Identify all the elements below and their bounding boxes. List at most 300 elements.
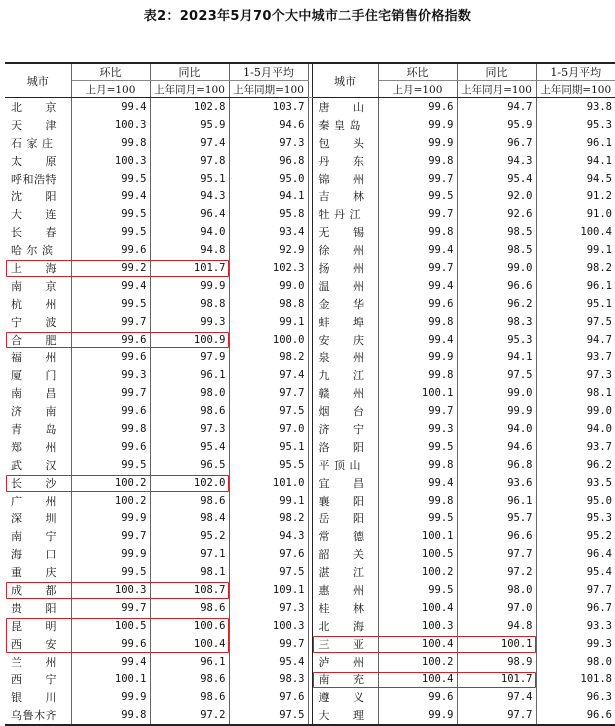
mom-cell: 100.5 xyxy=(378,545,457,563)
city-cell: 郑 州 xyxy=(5,438,71,456)
city-cell: 襄 阳 xyxy=(312,492,378,510)
avg-cell: 96.8 xyxy=(229,152,308,170)
mom-cell: 99.7 xyxy=(71,384,150,402)
mom-cell: 99.8 xyxy=(378,366,457,384)
city-cell: 呼和浩特 xyxy=(5,170,71,188)
avg-header-left: 1-5月平均 xyxy=(229,63,308,81)
city-cell: 南 充 xyxy=(312,671,378,689)
yoy-cell: 98.3 xyxy=(457,313,536,331)
mom-cell: 99.3 xyxy=(71,366,150,384)
mom-cell: 99.8 xyxy=(71,420,150,438)
avg-cell: 97.3 xyxy=(229,599,308,617)
avg-cell: 98.2 xyxy=(229,348,308,366)
city-cell: 银 川 xyxy=(5,688,71,706)
table-row xyxy=(5,366,615,384)
avg-cell: 97.3 xyxy=(586,369,612,382)
yoy-cell: 97.7 xyxy=(457,706,536,725)
yoy-base-left: 上年同月=100 xyxy=(150,81,229,98)
city-cell: 大 连 xyxy=(5,205,71,223)
table-row xyxy=(5,116,615,134)
avg-cell: 92.9 xyxy=(229,241,308,259)
mom-cell: 99.5 xyxy=(378,509,457,527)
yoy-cell: 92.0 xyxy=(457,187,536,205)
yoy-cell: 108.7 xyxy=(150,581,229,599)
yoy-cell: 95.4 xyxy=(150,438,229,456)
city-cell: 宁 波 xyxy=(5,313,71,331)
avg-cell: 100.3 xyxy=(229,617,308,635)
yoy-cell: 100.1 xyxy=(457,635,536,653)
mom-cell: 100.2 xyxy=(71,492,150,510)
avg-cell: 98.3 xyxy=(229,671,308,689)
table-row xyxy=(5,223,615,241)
avg-cell: 98.0 xyxy=(586,655,612,668)
city-cell: 深 圳 xyxy=(5,509,71,527)
price-index-table xyxy=(5,62,615,726)
mom-cell: 99.9 xyxy=(71,509,150,527)
city-cell: 扬 州 xyxy=(312,259,378,277)
city-cell: 上 海 xyxy=(5,259,71,277)
mom-cell: 99.5 xyxy=(378,581,457,599)
mom-cell: 100.4 xyxy=(378,635,457,653)
mom-cell: 99.6 xyxy=(378,98,457,116)
mom-cell: 99.8 xyxy=(378,492,457,510)
avg-cell: 94.1 xyxy=(586,154,612,167)
yoy-cell: 94.8 xyxy=(457,617,536,635)
yoy-cell: 97.7 xyxy=(457,545,536,563)
table-row xyxy=(5,653,615,671)
table-row xyxy=(5,331,615,349)
table-row xyxy=(5,420,615,438)
city-cell: 南 京 xyxy=(5,277,71,295)
table-row xyxy=(5,688,615,706)
city-cell: 青 岛 xyxy=(5,420,71,438)
yoy-cell: 95.9 xyxy=(150,116,229,134)
avg-cell: 93.3 xyxy=(586,619,612,632)
city-cell: 北 京 xyxy=(5,98,71,116)
mom-cell: 99.9 xyxy=(378,706,457,725)
mom-cell: 99.4 xyxy=(378,331,457,349)
mom-cell: 99.3 xyxy=(378,420,457,438)
avg-cell: 96.4 xyxy=(586,548,612,561)
yoy-cell: 96.1 xyxy=(150,366,229,384)
table-row xyxy=(5,241,615,259)
city-cell: 兰 州 xyxy=(5,653,71,671)
yoy-cell: 96.1 xyxy=(150,653,229,671)
avg-cell: 95.1 xyxy=(229,438,308,456)
yoy-cell: 96.7 xyxy=(457,134,536,152)
city-header-right: 城市 xyxy=(312,63,378,98)
yoy-base-right: 上年同月=100 xyxy=(457,81,536,98)
avg-cell: 101.0 xyxy=(229,474,308,492)
city-cell: 南 宁 xyxy=(5,527,71,545)
table-row xyxy=(5,152,615,170)
mom-cell: 99.5 xyxy=(71,170,150,188)
mom-cell: 99.8 xyxy=(378,313,457,331)
avg-cell: 97.5 xyxy=(229,563,308,581)
avg-cell: 95.4 xyxy=(229,653,308,671)
yoy-cell: 95.1 xyxy=(150,170,229,188)
city-cell: 杭 州 xyxy=(5,295,71,313)
table-row xyxy=(5,438,615,456)
yoy-cell: 96.6 xyxy=(457,527,536,545)
yoy-cell: 100.4 xyxy=(150,635,229,653)
yoy-cell: 95.2 xyxy=(150,527,229,545)
mom-cell: 99.6 xyxy=(71,635,150,653)
yoy-cell: 97.2 xyxy=(150,706,229,725)
mom-cell: 99.6 xyxy=(71,241,150,259)
avg-cell: 99.1 xyxy=(229,492,308,510)
table-row xyxy=(5,170,615,188)
mom-cell: 100.4 xyxy=(378,671,457,689)
yoy-header-right: 同比 xyxy=(457,63,536,81)
yoy-cell: 98.5 xyxy=(457,223,536,241)
avg-cell: 96.2 xyxy=(586,458,612,471)
yoy-cell: 95.7 xyxy=(457,509,536,527)
yoy-cell: 97.9 xyxy=(150,348,229,366)
yoy-cell: 99.0 xyxy=(457,259,536,277)
city-cell: 乌鲁木齐 xyxy=(5,706,71,725)
city-cell: 秦 皇 岛 xyxy=(312,116,378,134)
city-cell: 沈 阳 xyxy=(5,187,71,205)
avg-cell: 99.0 xyxy=(229,277,308,295)
yoy-cell: 100.9 xyxy=(150,331,229,349)
yoy-cell: 101.7 xyxy=(150,259,229,277)
city-cell: 桂 林 xyxy=(312,599,378,617)
mom-cell: 99.5 xyxy=(71,205,150,223)
city-cell: 九 江 xyxy=(312,366,378,384)
table-row xyxy=(5,617,615,635)
avg-cell: 93.7 xyxy=(586,351,612,364)
yoy-cell: 98.0 xyxy=(150,384,229,402)
table-row xyxy=(5,545,615,563)
mom-cell: 99.9 xyxy=(71,545,150,563)
avg-cell: 95.2 xyxy=(586,530,612,543)
yoy-cell: 99.3 xyxy=(150,313,229,331)
yoy-cell: 95.9 xyxy=(457,116,536,134)
avg-cell: 95.0 xyxy=(586,494,612,507)
table-row xyxy=(5,599,615,617)
mom-cell: 100.4 xyxy=(378,599,457,617)
yoy-cell: 94.1 xyxy=(457,348,536,366)
city-cell: 蚌 埠 xyxy=(312,313,378,331)
mom-cell: 99.4 xyxy=(71,277,150,295)
avg-cell: 95.0 xyxy=(229,170,308,188)
avg-cell: 93.7 xyxy=(586,440,612,453)
mom-cell: 99.9 xyxy=(378,116,457,134)
yoy-cell: 97.3 xyxy=(150,420,229,438)
city-cell: 唐 山 xyxy=(312,98,378,116)
city-cell: 济 南 xyxy=(5,402,71,420)
yoy-cell: 97.2 xyxy=(457,563,536,581)
table-row xyxy=(5,671,615,689)
city-cell: 三 亚 xyxy=(312,635,378,653)
table-row xyxy=(5,295,615,313)
avg-cell: 93.4 xyxy=(229,223,308,241)
city-cell: 赣 州 xyxy=(312,384,378,402)
yoy-cell: 95.4 xyxy=(457,170,536,188)
city-cell: 济 宁 xyxy=(312,420,378,438)
avg-cell: 98.2 xyxy=(229,509,308,527)
mom-cell: 99.5 xyxy=(378,438,457,456)
avg-cell: 94.6 xyxy=(229,116,308,134)
mom-cell: 100.3 xyxy=(71,152,150,170)
city-cell: 广 州 xyxy=(5,492,71,510)
table-row xyxy=(5,98,615,116)
avg-cell: 97.0 xyxy=(229,420,308,438)
avg-cell: 95.3 xyxy=(586,118,612,131)
mom-cell: 100.5 xyxy=(71,617,150,635)
table-row xyxy=(5,402,615,420)
table-row xyxy=(5,348,615,366)
city-cell: 泸 州 xyxy=(312,653,378,671)
yoy-cell: 98.5 xyxy=(457,241,536,259)
table-row xyxy=(5,509,615,527)
avg-cell: 94.0 xyxy=(586,422,612,435)
mom-cell: 99.6 xyxy=(71,331,150,349)
avg-cell: 94.5 xyxy=(586,172,612,185)
mom-cell: 99.2 xyxy=(71,259,150,277)
avg-cell: 98.1 xyxy=(586,387,612,400)
city-cell: 长 春 xyxy=(5,223,71,241)
city-cell: 哈 尔 滨 xyxy=(5,241,71,259)
city-cell: 天 津 xyxy=(5,116,71,134)
yoy-cell: 94.8 xyxy=(150,241,229,259)
yoy-cell: 99.9 xyxy=(150,277,229,295)
mom-cell: 99.6 xyxy=(378,295,457,313)
city-cell: 湛 江 xyxy=(312,563,378,581)
city-cell: 烟 台 xyxy=(312,402,378,420)
yoy-cell: 102.0 xyxy=(150,474,229,492)
city-cell: 平 顶 山 xyxy=(312,456,378,474)
table-row xyxy=(5,563,615,581)
mom-cell: 100.1 xyxy=(378,527,457,545)
yoy-cell: 96.2 xyxy=(457,295,536,313)
mom-base-left: 上月=100 xyxy=(71,81,150,98)
mom-cell: 99.4 xyxy=(71,98,150,116)
yoy-cell: 98.8 xyxy=(150,295,229,313)
mom-cell: 99.7 xyxy=(71,599,150,617)
yoy-cell: 97.4 xyxy=(150,134,229,152)
yoy-cell: 94.0 xyxy=(457,420,536,438)
mom-cell: 99.5 xyxy=(71,223,150,241)
city-cell: 韶 关 xyxy=(312,545,378,563)
city-cell: 厦 门 xyxy=(5,366,71,384)
table-row xyxy=(5,492,615,510)
avg-cell: 98.2 xyxy=(586,261,612,274)
yoy-cell: 94.6 xyxy=(457,438,536,456)
mom-cell: 100.3 xyxy=(71,581,150,599)
avg-cell: 100.4 xyxy=(580,226,612,239)
city-cell: 徐 州 xyxy=(312,241,378,259)
avg-base-left: 上年同期=100 xyxy=(229,81,308,98)
mom-cell: 99.8 xyxy=(71,706,150,725)
mom-cell: 99.9 xyxy=(71,688,150,706)
avg-cell: 98.8 xyxy=(229,295,308,313)
avg-cell: 97.6 xyxy=(229,688,308,706)
table-row xyxy=(5,706,615,725)
avg-cell: 102.3 xyxy=(229,259,308,277)
yoy-cell: 98.6 xyxy=(150,688,229,706)
city-cell: 惠 州 xyxy=(312,581,378,599)
yoy-cell: 97.1 xyxy=(150,545,229,563)
yoy-cell: 98.0 xyxy=(457,581,536,599)
mom-cell: 100.3 xyxy=(378,617,457,635)
yoy-cell: 94.7 xyxy=(457,98,536,116)
avg-header-right: 1-5月平均 xyxy=(536,63,615,81)
city-cell: 南 昌 xyxy=(5,384,71,402)
city-cell: 武 汉 xyxy=(5,456,71,474)
mom-cell: 100.3 xyxy=(71,116,150,134)
mom-cell: 99.8 xyxy=(378,223,457,241)
table-row xyxy=(5,581,615,599)
yoy-cell: 98.9 xyxy=(457,653,536,671)
mom-cell: 99.7 xyxy=(71,527,150,545)
city-cell: 洛 阳 xyxy=(312,438,378,456)
avg-cell: 96.1 xyxy=(586,279,612,292)
avg-cell: 101.8 xyxy=(580,673,612,686)
avg-cell: 99.1 xyxy=(586,244,612,257)
mom-cell: 99.6 xyxy=(378,688,457,706)
mom-cell: 99.6 xyxy=(71,438,150,456)
yoy-cell: 97.4 xyxy=(457,688,536,706)
yoy-cell: 94.3 xyxy=(150,187,229,205)
mom-cell: 99.8 xyxy=(378,456,457,474)
city-cell: 泉 州 xyxy=(312,348,378,366)
avg-cell: 96.1 xyxy=(586,136,612,149)
mom-cell: 99.7 xyxy=(378,402,457,420)
avg-cell: 95.3 xyxy=(586,512,612,525)
yoy-cell: 96.8 xyxy=(457,456,536,474)
avg-cell: 103.7 xyxy=(229,98,308,116)
yoy-cell: 99.9 xyxy=(457,402,536,420)
avg-cell: 94.7 xyxy=(586,333,612,346)
table-row xyxy=(5,313,615,331)
table-row xyxy=(5,527,615,545)
city-cell: 成 都 xyxy=(5,581,71,599)
mom-cell: 99.5 xyxy=(71,456,150,474)
mom-cell: 99.8 xyxy=(378,152,457,170)
city-cell: 安 庆 xyxy=(312,331,378,349)
city-cell: 西 安 xyxy=(5,635,71,653)
avg-cell: 93.5 xyxy=(586,476,612,489)
yoy-cell: 98.6 xyxy=(150,402,229,420)
mom-cell: 99.7 xyxy=(378,259,457,277)
avg-cell: 95.8 xyxy=(229,205,308,223)
avg-cell: 100.0 xyxy=(229,331,308,349)
avg-cell: 109.1 xyxy=(229,581,308,599)
yoy-cell: 92.6 xyxy=(457,205,536,223)
avg-cell: 97.5 xyxy=(229,402,308,420)
mom-cell: 99.4 xyxy=(378,241,457,259)
avg-cell: 95.4 xyxy=(586,566,612,579)
city-cell: 锦 州 xyxy=(312,170,378,188)
table-row xyxy=(5,205,615,223)
city-cell: 岳 阳 xyxy=(312,509,378,527)
yoy-cell: 102.8 xyxy=(150,98,229,116)
avg-cell: 96.3 xyxy=(586,691,612,704)
city-cell: 包 头 xyxy=(312,134,378,152)
avg-cell: 99.3 xyxy=(586,637,612,650)
avg-cell: 97.6 xyxy=(229,545,308,563)
mom-cell: 99.5 xyxy=(71,563,150,581)
table-row xyxy=(5,134,615,152)
city-cell: 昆 明 xyxy=(5,617,71,635)
avg-cell: 95.5 xyxy=(229,456,308,474)
yoy-cell: 97.8 xyxy=(150,152,229,170)
yoy-cell: 94.0 xyxy=(150,223,229,241)
avg-cell: 97.5 xyxy=(586,315,612,328)
yoy-cell: 98.6 xyxy=(150,492,229,510)
city-cell: 海 口 xyxy=(5,545,71,563)
city-cell: 石 家 庄 xyxy=(5,134,71,152)
avg-cell: 97.3 xyxy=(229,134,308,152)
city-cell: 无 锡 xyxy=(312,223,378,241)
mom-cell: 100.1 xyxy=(378,384,457,402)
yoy-cell: 94.3 xyxy=(457,152,536,170)
yoy-cell: 100.6 xyxy=(150,617,229,635)
city-cell: 牡 丹 江 xyxy=(312,205,378,223)
yoy-cell: 96.4 xyxy=(150,205,229,223)
city-cell: 大 理 xyxy=(312,706,378,725)
table-row xyxy=(5,384,615,402)
avg-cell: 99.7 xyxy=(229,635,308,653)
mom-cell: 99.9 xyxy=(378,348,457,366)
yoy-cell: 93.6 xyxy=(457,474,536,492)
mom-header-left: 环比 xyxy=(71,63,150,81)
avg-cell: 91.2 xyxy=(586,190,612,203)
mom-header-right: 环比 xyxy=(378,63,457,81)
mom-cell: 99.7 xyxy=(378,205,457,223)
mom-cell: 99.4 xyxy=(378,474,457,492)
avg-cell: 94.3 xyxy=(229,527,308,545)
city-cell: 丹 东 xyxy=(312,152,378,170)
city-cell: 遵 义 xyxy=(312,688,378,706)
avg-cell: 93.8 xyxy=(586,100,612,113)
mom-cell: 99.6 xyxy=(71,402,150,420)
city-cell: 吉 林 xyxy=(312,187,378,205)
avg-cell: 97.7 xyxy=(229,384,308,402)
yoy-cell: 101.7 xyxy=(457,671,536,689)
city-cell: 福 州 xyxy=(5,348,71,366)
mom-cell: 100.2 xyxy=(71,474,150,492)
table-title: 表2：2023年5月70个大中城市二手住宅销售价格指数 xyxy=(143,9,472,24)
yoy-cell: 96.5 xyxy=(150,456,229,474)
avg-cell: 95.1 xyxy=(586,297,612,310)
mom-cell: 99.4 xyxy=(71,653,150,671)
yoy-cell: 96.1 xyxy=(457,492,536,510)
mom-cell: 99.9 xyxy=(378,134,457,152)
mom-cell: 99.7 xyxy=(71,313,150,331)
city-cell: 温 州 xyxy=(312,277,378,295)
yoy-cell: 95.3 xyxy=(457,331,536,349)
yoy-cell: 98.1 xyxy=(150,563,229,581)
table-row xyxy=(5,259,615,277)
yoy-cell: 97.0 xyxy=(457,599,536,617)
avg-cell: 97.7 xyxy=(586,583,612,596)
avg-cell: 96.6 xyxy=(536,706,615,725)
yoy-cell: 98.6 xyxy=(150,671,229,689)
avg-cell: 97.5 xyxy=(229,706,308,725)
yoy-cell: 99.0 xyxy=(457,384,536,402)
mom-cell: 100.1 xyxy=(71,671,150,689)
city-cell: 太 原 xyxy=(5,152,71,170)
city-cell: 北 海 xyxy=(312,617,378,635)
avg-cell: 97.4 xyxy=(229,366,308,384)
city-cell: 金 华 xyxy=(312,295,378,313)
city-cell: 西 宁 xyxy=(5,671,71,689)
mom-base-right: 上月=100 xyxy=(378,81,457,98)
avg-cell: 94.1 xyxy=(229,187,308,205)
